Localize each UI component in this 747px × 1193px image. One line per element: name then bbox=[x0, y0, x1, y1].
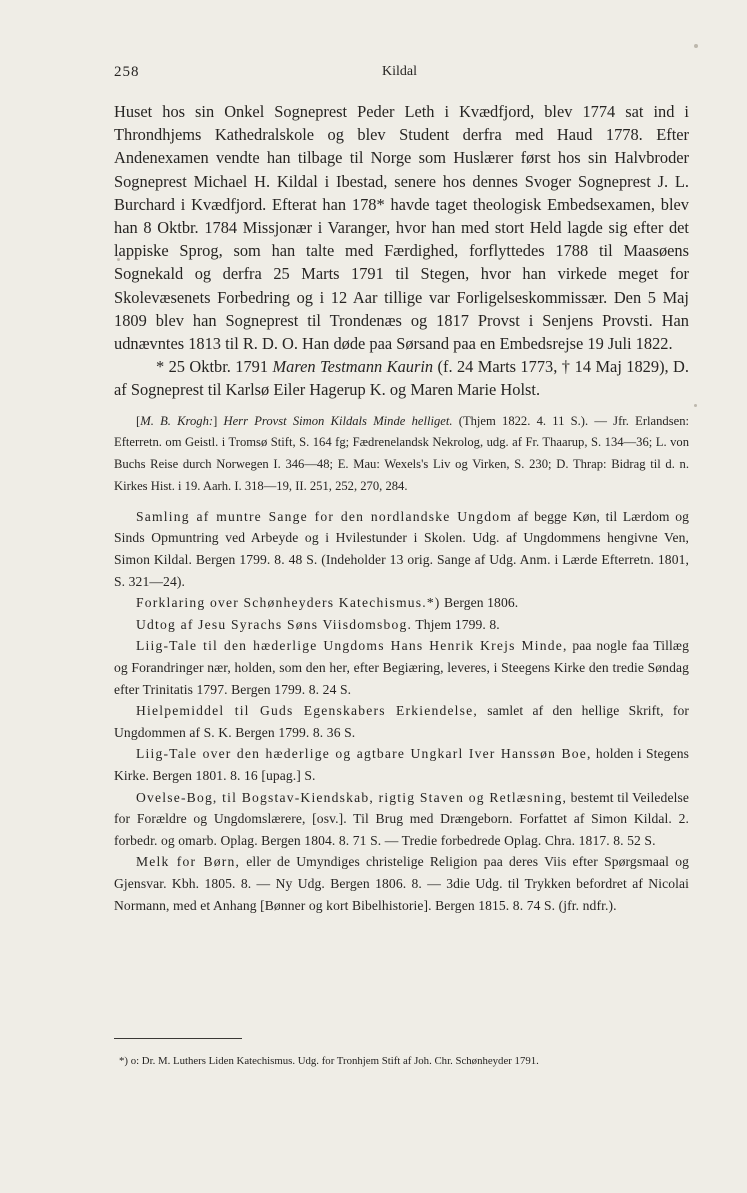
work-entry bbox=[114, 614, 689, 636]
work-entry bbox=[114, 635, 689, 700]
biography-section bbox=[114, 100, 689, 402]
work-details: Thjem 1799. 8. bbox=[412, 616, 500, 632]
bracket-close: ] bbox=[213, 413, 224, 428]
paper-speck bbox=[694, 44, 698, 48]
work-entry bbox=[114, 743, 689, 786]
work-entry bbox=[114, 851, 689, 916]
paper-speck bbox=[694, 404, 697, 407]
footnote: *) o: Dr. M. Luthers Liden Katechismus. Udg. for Tronhjem Stift af Joh. Chr. Schønheyder 1791. bbox=[119, 1055, 539, 1067]
work-title: Melk for Børn, bbox=[136, 854, 241, 870]
running-title: Kildal bbox=[382, 64, 417, 79]
work-details: Bergen 1806. bbox=[440, 595, 519, 611]
biography-paragraph: Huset hos sin Onkel Sogneprest Peder Leth i Kvædfjord, blev 1774 sat ind i Throndhjems Kathedralskole og blev Student derfra med Haud 1778. Efter Andenexamen vendte han tilbage til Norge som Huslærer først hos sin Halvbroder Sogneprest Michael H. Kildal i Ibestad, senere hos dennes Svoger Sogneprest J. L. Burchard i Kvædfjord. Efterat han 178* havde taget theologisk Embedsexamen, blev han 8 Oktbr. 1784 Missjonær i Varanger, hvor han med stort Held lagde sig efter det lappiske Sprog, som han talte med Færdighed, forflyttedes 1788 til Maasøens Sognekald og derfra 25 Marts 1791 til Stegen, hvor han virkede meget for Skolevæsenets Forbedring og i 12 Aar tillige var Forligelseskommissær. Den 5 Maj 1809 blev han Sogneprest til Trondenæs og 1817 Provst i Senjens Provsti. Han udnævntes 1813 til R. D. O. Han døde paa Sørsand paa en Embedsrejse 19 Juli 1822. bbox=[114, 102, 689, 354]
work-title: Udtog af Jesu Syrachs Søns Viisdomsbog. bbox=[136, 616, 413, 632]
page-number: 258 bbox=[114, 64, 140, 80]
work-details: af begge Køn, til Lærdom og Sinds Opmuntring ved Arbeyde og i Hvilestunder i Skolen. Udg. af Ungdommens hengivne Ven, Simon Kildal. Bergen 1799. 8. 48 S. (Indeholder 13 orig. Sange af Udg. Anm. i Lærde Efterretn. 1801, S. 321—24). bbox=[114, 508, 689, 589]
reference-author: M. B. Krogh: bbox=[140, 413, 214, 428]
marriage-note-suffix: (f. 24 Marts 1773, † 14 Maj 1829), D. af Sogneprest til Karlsø Eiler Hagerup K. og Maren Marie Holst. bbox=[114, 357, 689, 400]
work-entry bbox=[114, 700, 689, 743]
references-section bbox=[114, 411, 689, 498]
work-title: Samling af muntre Sange for den nordlandske Ungdom bbox=[136, 508, 513, 524]
work-details: samlet af den hellige Skrift, for Ungdommen af S. K. Bergen 1799. 8. 36 S. bbox=[114, 703, 690, 740]
work-details: bestemt til Veiledelse for Forældre og Ungdomslærere, [osv.]. Til Brug med Drængeborn. Forfattet af Simon Kildal. 2. forbedr. og omarb. Oplag. Bergen 1804. 8. 71 S. — Tredie forbedrede Oplag. Chra. 1817. 8. 52 S. bbox=[114, 789, 689, 848]
work-title: Liig-Tale over den hæderlige og agtbare Ungkarl Iver Hanssøn Boe, bbox=[136, 746, 592, 762]
work-entry bbox=[114, 506, 689, 592]
work-title: Liig-Tale til den hæderlige Ungdoms Hans Henrik Krejs Minde, bbox=[136, 638, 568, 654]
work-title: Ovelse-Bog, til Bogstav-Kiendskab, rigtig Staven og Retlæsning, bbox=[136, 789, 568, 805]
works-list bbox=[114, 506, 689, 916]
footnote-divider bbox=[114, 1038, 242, 1039]
page-header bbox=[114, 64, 685, 86]
work-entry bbox=[114, 592, 689, 614]
work-details: eller de Umyndiges christelige Religion paa deres Viis efter Spørgsmaal og Gjensvar. Kbh. 1805. 8. — Ny Udg. Bergen 1806. 8. — 3die Udg. til Trykken befordret af Nicolai Normann, med et Anhang [Bønner og kort Bibelhistorie]. Bergen 1815. 8. 74 S. (jfr. ndfr.). bbox=[114, 854, 689, 913]
references-paragraph bbox=[114, 411, 689, 498]
work-details: paa nogle faa Tillæg og Forandringer nær, holden, som den her, efter Begiæring, leveres, i Steegens Kirke den tredie Søndag efter Trinitatis 1797. Bergen 1799. 8. 24 S. bbox=[114, 638, 689, 697]
work-title: Hielpemiddel til Guds Egenskabers Erkiendelse, bbox=[136, 703, 478, 719]
marriage-note bbox=[114, 355, 689, 401]
marriage-note-prefix: * 25 Oktbr. 1791 bbox=[156, 357, 273, 377]
work-details: holden i Stegens Kirke. Bergen 1801. 8. 16 [upag.] S. bbox=[114, 746, 689, 783]
text-block bbox=[114, 100, 689, 916]
reference-details: (Thjem 1822. 4. 11 S.). — Jfr. Erlandsen: Efterretn. om Geistl. i Tromsø Stift, S. 164 fg; Fædrenelandsk Nekrolog, udg. af Fr. Thaarup, S. 134—36; L. von Buchs Reise durch Norwegen I. 346—48; E. Mau: Wexels's Liv og Virken, S. 230; D. Thrap: Bidrag til d. n. Kirkes Hist. i 19. Aarh. I. 318—19, II. 251, 252, 270, 284. bbox=[114, 413, 690, 494]
work-title: Forklaring over Schønheyders Katechismus.*) bbox=[136, 595, 441, 611]
work-entry bbox=[114, 787, 689, 852]
bracket-open: [ bbox=[136, 413, 141, 428]
spouse-name: Maren Testmann Kaurin bbox=[272, 357, 434, 377]
reference-title: Herr Provst Simon Kildals Minde helliget. bbox=[223, 413, 453, 428]
